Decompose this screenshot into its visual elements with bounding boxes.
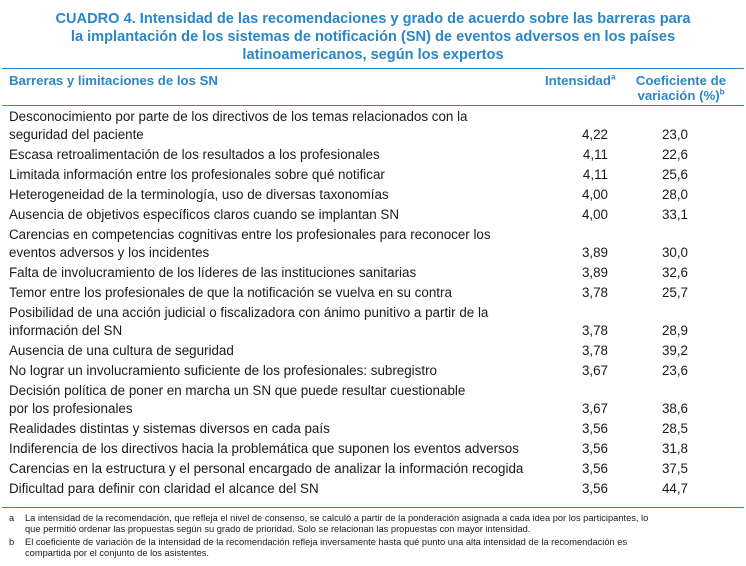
table-row — [0, 108, 746, 144]
barrera-text-line: Limitada información entre los profesionales sobre qué notificar — [9, 167, 385, 182]
barrera-cell — [9, 304, 549, 340]
header-intensidad-label: Intensidad — [545, 73, 611, 88]
table-row — [0, 362, 746, 380]
table-row — [0, 226, 746, 262]
barrera-text-line: Heterogeneidad de la terminología, uso de diversas taxonomías — [9, 187, 389, 202]
header-barreras-label: Barreras y limitaciones de los SN — [9, 73, 218, 88]
bottom-rule — [2, 507, 744, 508]
header-coeficiente-line2: variación (%) — [637, 88, 720, 103]
intensidad-cell: 3,78 — [581, 285, 608, 300]
barrera-text-line: Ausencia de objetivos específicos claros cuando se implantan SN — [9, 207, 400, 222]
coeficiente-cell: 38,6 — [661, 401, 688, 416]
barrera-text-line: Desconocimiento por parte de los directivos de los temas relacionados con la — [9, 109, 468, 124]
coeficiente-cell: 25,7 — [661, 285, 688, 300]
intensidad-cell: 3,67 — [581, 401, 608, 416]
table-row — [0, 440, 746, 458]
footnote-text-line: compartida por el conjunto de los asistentes. — [25, 548, 209, 558]
intensidad-cell: 4,22 — [581, 127, 608, 142]
barrera-text-line: Falta de involucramiento de los líderes de las instituciones sanitarias — [9, 265, 417, 280]
intensidad-cell: 3,56 — [581, 461, 608, 476]
footnote-text — [25, 537, 743, 559]
table-row — [0, 382, 746, 418]
barrera-cell — [9, 362, 549, 380]
intensidad-cell: 3,56 — [581, 481, 608, 496]
footnote-text-line: El coeficiente de variación de la intensidad de la recomendación refleja inversamente hasta qué punto una alta intensidad de la recomendación es — [25, 537, 628, 547]
barrera-cell — [9, 108, 549, 144]
header-rule — [2, 105, 744, 106]
barrera-cell — [9, 206, 549, 224]
barrera-cell — [9, 342, 549, 360]
barrera-text-line: seguridad del paciente — [9, 127, 144, 142]
header-barreras — [9, 73, 218, 88]
barrera-text-line: Posibilidad de una acción judicial o fiscalizadora con ánimo punitivo a partir de la — [9, 305, 489, 320]
barrera-text-line: Indiferencia de los directivos hacia la problemática que suponen los eventos adversos — [9, 441, 519, 456]
footnote — [0, 513, 746, 535]
title-line: CUADRO 4. Intensidad de las recomendaciones y grado de acuerdo sobre las barreras para — [55, 11, 691, 27]
intensidad-cell: 3,56 — [581, 421, 608, 436]
intensidad-cell: 4,11 — [582, 147, 608, 162]
coeficiente-cell: 28,9 — [661, 323, 688, 338]
barrera-cell — [9, 460, 549, 478]
coeficiente-cell: 31,8 — [661, 441, 688, 456]
table-title — [0, 10, 746, 64]
footnote-mark: a — [9, 513, 15, 523]
table-row — [0, 186, 746, 204]
intensidad-cell: 3,89 — [581, 265, 608, 280]
coeficiente-cell: 23,6 — [661, 363, 688, 378]
title-line: latinoamericanos, según los expertos — [242, 47, 504, 63]
footnote-text — [25, 513, 743, 535]
table-row — [0, 480, 746, 498]
table-row — [0, 284, 746, 302]
coeficiente-cell: 23,0 — [661, 127, 688, 142]
title-line: la implantación de los sistemas de notificación (SN) de eventos adversos en los países — [70, 29, 676, 45]
intensidad-cell: 3,78 — [581, 343, 608, 358]
table-row — [0, 460, 746, 478]
intensidad-cell: 3,89 — [581, 245, 608, 260]
table-row — [0, 166, 746, 184]
footnote-ref-a: a — [610, 72, 616, 82]
barrera-cell — [9, 264, 549, 282]
coeficiente-cell: 28,5 — [661, 421, 688, 436]
header-coeficiente — [633, 73, 729, 103]
coeficiente-cell: 44,7 — [661, 481, 688, 496]
barrera-text-line: Temor entre los profesionales de que la notificación se vuelva en su contra — [9, 285, 452, 300]
footnote-ref-b: b — [719, 87, 725, 97]
barrera-text-line: Decisión política de poner en marcha un SN que puede resultar cuestionable — [9, 383, 466, 398]
barrera-text-line: por los profesionales — [9, 401, 133, 416]
barrera-text-line: Carencias en competencias cognitivas entre los profesionales para reconocer los — [9, 227, 491, 242]
barrera-cell — [9, 382, 549, 418]
intensidad-cell: 4,00 — [581, 187, 608, 202]
barrera-text-line: Dificultad para definir con claridad el alcance del SN — [9, 481, 319, 496]
header-intensidad — [545, 73, 615, 88]
header-coeficiente-line1: Coeficiente de — [635, 73, 727, 88]
intensidad-cell: 4,00 — [581, 207, 608, 222]
coeficiente-cell: 30,0 — [661, 245, 688, 260]
barrera-text-line: Escasa retroalimentación de los resultados a los profesionales — [9, 147, 380, 162]
footnote-text-line: La intensidad de la recomendación, que refleja el nivel de consenso, se calculó a partir de la ponderación asignada a cada idea por los participantes, lo — [25, 513, 649, 523]
table-row — [0, 342, 746, 360]
coeficiente-cell: 37,5 — [661, 461, 688, 476]
coeficiente-cell: 39,2 — [661, 343, 688, 358]
footnote-text-line: que permitió ordenar las propuestas según su grado de prioridad. Solo se relacionan las propuestas con mayor intensidad. — [25, 524, 531, 534]
barrera-text-line: eventos adversos y los incidentes — [9, 245, 210, 260]
intensidad-cell: 3,78 — [581, 323, 608, 338]
barrera-cell — [9, 186, 549, 204]
coeficiente-cell: 32,6 — [661, 265, 688, 280]
barrera-cell — [9, 146, 549, 164]
barrera-text-line: Realidades distintas y sistemas diversos en cada país — [9, 421, 330, 436]
intensidad-cell: 3,67 — [581, 363, 608, 378]
barrera-cell — [9, 480, 549, 498]
barrera-text-line: No lograr un involucramiento suficiente de los profesionales: subregistro — [9, 363, 437, 378]
top-rule — [2, 68, 744, 69]
footnote-mark: b — [9, 537, 15, 547]
coeficiente-cell: 22,6 — [661, 147, 688, 162]
barrera-cell — [9, 226, 549, 262]
coeficiente-cell: 25,6 — [661, 167, 688, 182]
barrera-text-line: Carencias en la estructura y el personal encargado de analizar la información recogida — [9, 461, 524, 476]
barrera-cell — [9, 420, 549, 438]
coeficiente-cell: 28,0 — [661, 187, 688, 202]
table-row — [0, 264, 746, 282]
barrera-text-line: información del SN — [9, 323, 123, 338]
intensidad-cell: 4,11 — [582, 167, 608, 182]
table-row — [0, 420, 746, 438]
table-row — [0, 304, 746, 340]
table-row — [0, 206, 746, 224]
footnote — [0, 537, 746, 559]
barrera-cell — [9, 284, 549, 302]
table-row — [0, 146, 746, 164]
intensidad-cell: 3,56 — [581, 441, 608, 456]
barrera-cell — [9, 166, 549, 184]
barrera-cell — [9, 440, 549, 458]
coeficiente-cell: 33,1 — [661, 207, 688, 222]
barrera-text-line: Ausencia de una cultura de seguridad — [9, 343, 234, 358]
